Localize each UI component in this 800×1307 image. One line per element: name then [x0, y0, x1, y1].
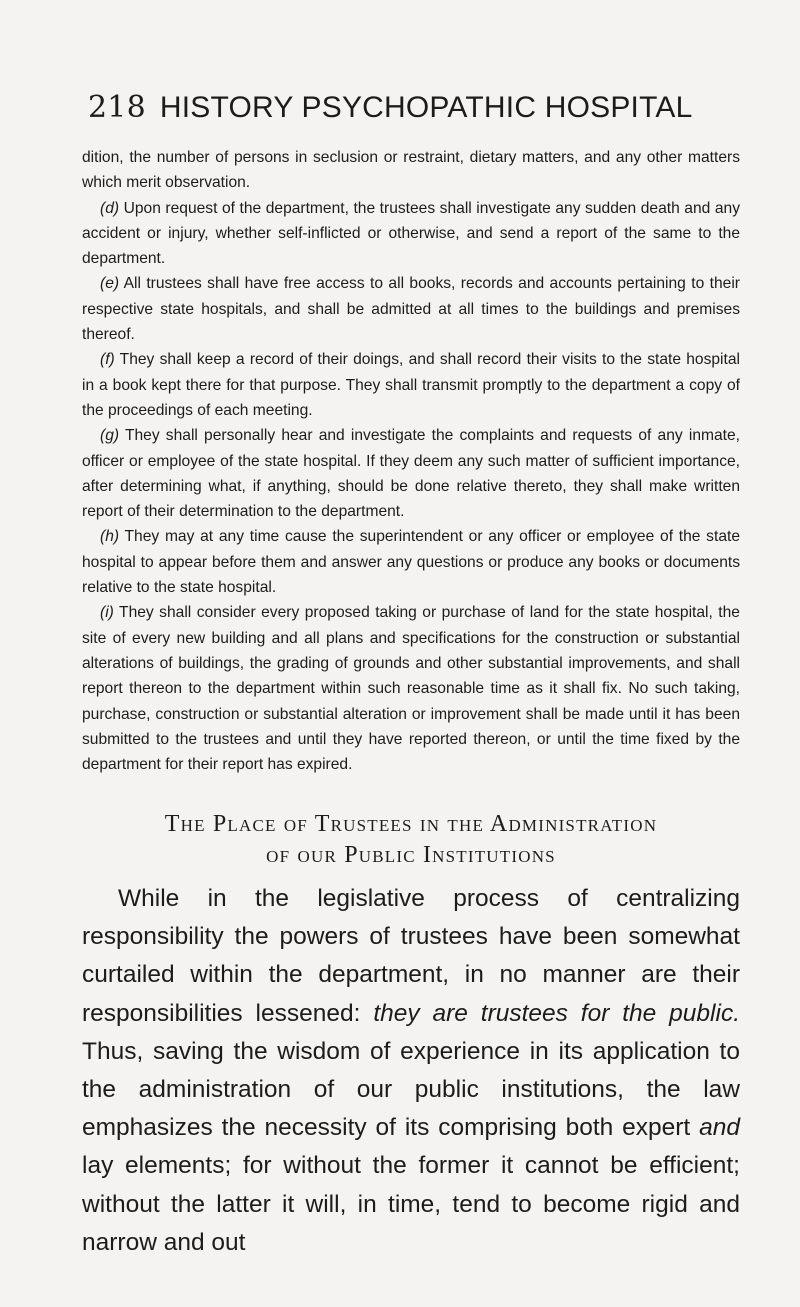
section-heading [82, 809, 740, 871]
paragraph-f [82, 347, 740, 423]
paragraph-text: Upon request of the department, the trustees shall investigate any sudden death and any accident or injury, whether self-inflicted or otherwise, and send a report of the same to the department. [82, 199, 740, 268]
section-heading-line-2: of our Public Institutions [266, 842, 556, 868]
paragraph-label: (h) [100, 528, 120, 546]
section-text-part-1: While in the legislative process of centralizing responsibility the powers of trustees have been somewhat curtailed within the department, in no manner are their responsibilities lessened: [82, 885, 740, 1027]
section-body [82, 880, 740, 1262]
statute-text [82, 145, 740, 777]
paragraph-text: They may at any time cause the superintendent or any officer or employee of the state hospital to appear before them and answer any questions or produce any books or documents relative to the state hospital. [82, 528, 740, 597]
paragraph-text: dition, the number of persons in seclusion or restraint, dietary matters, and any other matters which merit observation. [82, 149, 740, 192]
paragraph-h [82, 524, 740, 600]
section-text-part-2: Thus, saving the wisdom of experience in its application to the administration of our public institutions, the law emphasizes the necessity of its comprising both expert [82, 1037, 740, 1142]
section-emphasis: they are trustees for the public. [373, 999, 740, 1027]
paragraph-label: (i) [100, 604, 114, 622]
running-title: HISTORY PSYCHOPATHIC HOSPITAL [159, 91, 693, 124]
page-header [88, 88, 728, 128]
section-text-part-3: lay elements; for without the former it cannot be efficient; without the latter it will, in time, tend to become rigid and narrow and out [82, 1152, 740, 1256]
section-and-word: and [699, 1114, 741, 1142]
page-number: 218 [88, 90, 146, 125]
paragraph-text: They shall personally hear and investigate the complaints and requests of any inmate, officer or employee of the state hospital. If they deem any such matter of sufficient importance, after determining what, if anything, should be done relative thereto, they shall make written report of their determination to the department. [82, 427, 740, 521]
paragraph-text: They shall keep a record of their doings, and shall record their visits to the state hospital in a book kept there for that purpose. They shall transmit promptly to the department a copy of the proceedings of each meeting. [82, 351, 740, 419]
paragraph-g [82, 423, 740, 524]
section-paragraph [82, 880, 740, 1262]
paragraph-d [82, 196, 740, 272]
paragraph-text: They shall consider every proposed taking or purchase of land for the state hospital, the site of every new building and all plans and specifications for the construction or substantial alterations of buildings, the grading of grounds and other substantial improvements, and shall report thereon to the department within such reasonable time as it shall fix. No such taking, purchase, construction or substantial alteration or improvement shall be made until it has been submitted to the trustees and until they have reported thereon, or until the time fixed by the department for their report has expired. [82, 604, 740, 774]
paragraph-label: (d) [100, 199, 120, 217]
paragraph-label: (g) [100, 427, 120, 445]
paragraph-label: (e) [100, 275, 120, 293]
paragraph-label: (f) [100, 351, 115, 369]
paragraph-text: All trustees shall have free access to all books, records and accounts pertaining to their respective state hospitals, and shall be admitted at all times to the buildings and premises thereof. [82, 275, 740, 344]
section-heading-line-1: The Place of Trustees in the Administration [164, 811, 658, 837]
paragraph-i [82, 600, 740, 777]
paragraph-continuation [82, 145, 740, 196]
paragraph-e [82, 271, 740, 347]
